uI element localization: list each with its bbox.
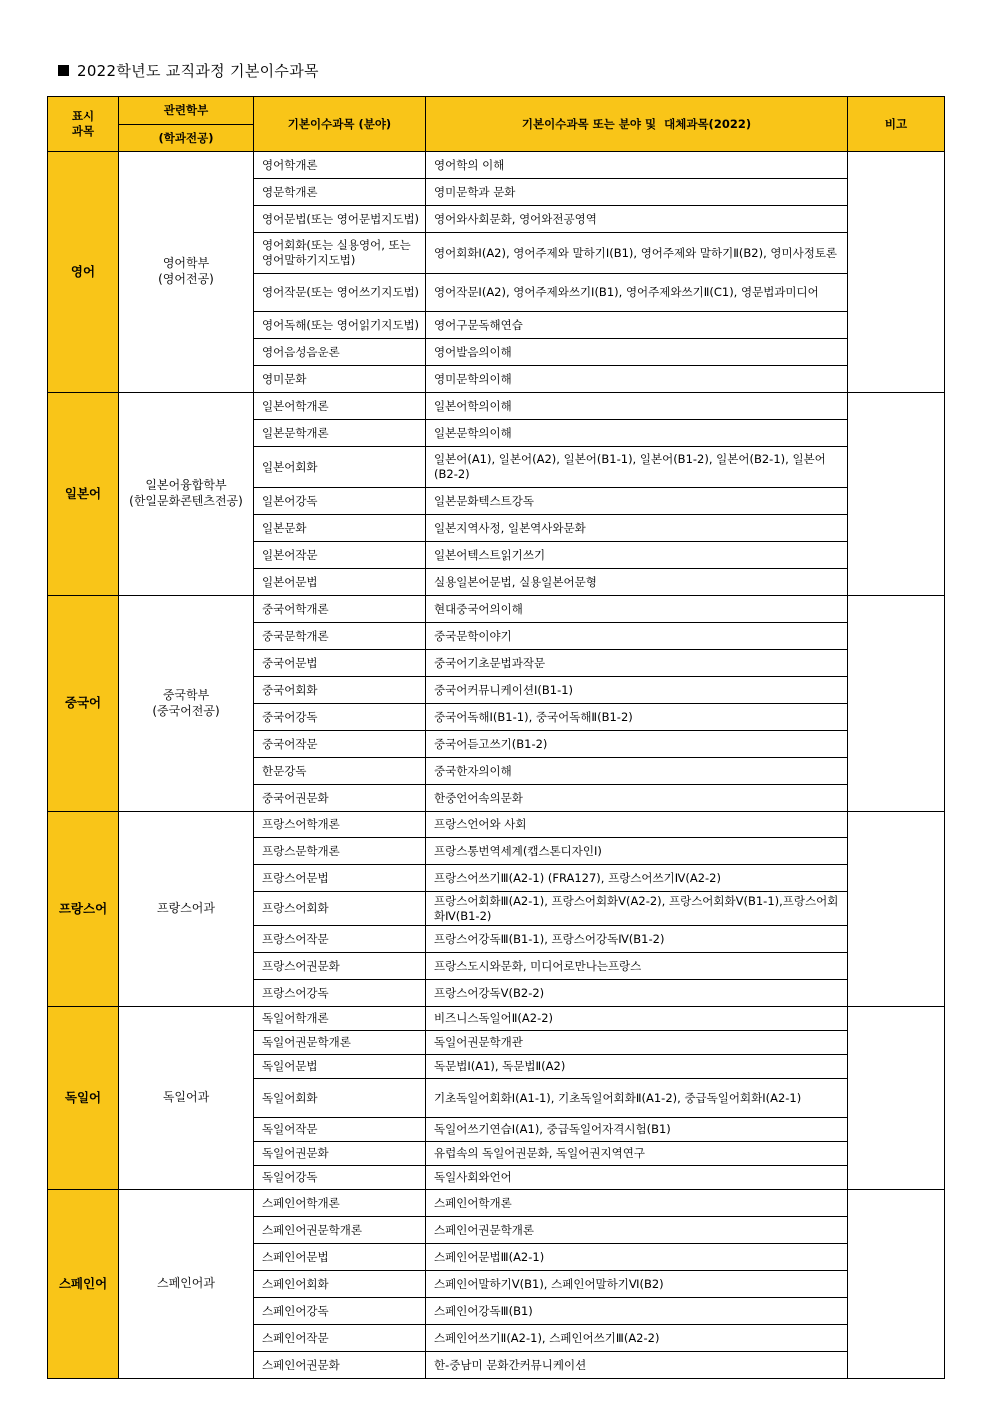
alternative-course-cell: 중국문학이야기: [426, 623, 848, 650]
alternative-course-cell: 일본지역사정, 일본역사와문화: [426, 515, 848, 542]
header-subject: 표시 과목: [48, 97, 119, 152]
basic-course-cell: 독일어작문: [254, 1118, 426, 1142]
basic-course-cell: 중국어학개론: [254, 596, 426, 623]
alternative-course-cell: 비즈니스독일어Ⅱ(A2-2): [426, 1007, 848, 1031]
alternative-course-cell: 프랑스통번역세계(캡스톤디자인Ⅰ): [426, 838, 848, 865]
basic-course-cell: 일본어회화: [254, 447, 426, 488]
table-body: [48, 152, 945, 1379]
page-title-text: 2022학년도 교직과정 기본이수과목: [77, 62, 319, 80]
basic-course-cell: 중국어작문: [254, 731, 426, 758]
alternative-course-cell: 중국어듣고쓰기(B1-2): [426, 731, 848, 758]
alternative-course-cell: 독문법Ⅰ(A1), 독문법Ⅱ(A2): [426, 1055, 848, 1079]
page-title: [58, 60, 319, 81]
basic-course-cell: 일본문화: [254, 515, 426, 542]
basic-course-cell: 스페인어문법: [254, 1244, 426, 1271]
basic-course-cell: 프랑스어작문: [254, 926, 426, 953]
subject-cell: 독일어: [48, 1007, 119, 1190]
note-cell: [848, 1190, 945, 1379]
basic-course-cell: 프랑스어학개론: [254, 812, 426, 838]
alternative-course-cell: 영어구문독해연습: [426, 312, 848, 339]
alternative-course-cell: 영미문학과 문화: [426, 179, 848, 206]
alternative-course-cell: 영어학의 이해: [426, 152, 848, 179]
alternative-course-cell: 스페인어말하기Ⅴ(B1), 스페인어말하기Ⅵ(B2): [426, 1271, 848, 1298]
basic-course-cell: 한문강독: [254, 758, 426, 785]
basic-course-cell: 영어독해(또는 영어읽기지도법): [254, 312, 426, 339]
alternative-course-cell: 독일어권문학개관: [426, 1031, 848, 1055]
table-row: [48, 152, 945, 179]
table-row: [48, 1007, 945, 1031]
header-dept-top: 관련학부: [119, 97, 254, 125]
alternative-course-cell: 프랑스어쓰기Ⅲ(A2-1) (FRA127), 프랑스어쓰기Ⅳ(A2-2): [426, 865, 848, 892]
subject-cell: 중국어: [48, 596, 119, 812]
alternative-course-cell: 기초독일어회화Ⅰ(A1-1), 기초독일어회화Ⅱ(A1-2), 중급독일어회화Ⅰ(A2-1): [426, 1079, 848, 1118]
basic-course-cell: 독일어회화: [254, 1079, 426, 1118]
basic-course-cell: 중국어권문화: [254, 785, 426, 812]
basic-course-cell: 스페인어강독: [254, 1298, 426, 1325]
alternative-course-cell: 스페인어권문학개론: [426, 1217, 848, 1244]
note-cell: [848, 812, 945, 1007]
subject-cell: 영어: [48, 152, 119, 393]
basic-course-cell: 영어문법(또는 영어문법지도법): [254, 206, 426, 233]
basic-course-cell: 프랑스어강독: [254, 980, 426, 1007]
basic-course-cell: 스페인어작문: [254, 1325, 426, 1352]
alternative-course-cell: 중국한자의이해: [426, 758, 848, 785]
table-row: [48, 393, 945, 420]
alternative-course-cell: 한-중남미 문화간커뮤니케이션: [426, 1352, 848, 1379]
alternative-course-cell: 실용일본어문법, 실용일본어문형: [426, 569, 848, 596]
subject-cell: 프랑스어: [48, 812, 119, 1007]
basic-course-cell: 중국어강독: [254, 704, 426, 731]
basic-course-cell: 스페인어학개론: [254, 1190, 426, 1217]
dept-cell: 중국학부 (중국어전공): [119, 596, 254, 812]
alternative-course-cell: 독일사회와언어: [426, 1166, 848, 1190]
alternative-course-cell: 영어회화Ⅰ(A2), 영어주제와 말하기Ⅰ(B1), 영어주제와 말하기Ⅱ(B2), 영미사정토론: [426, 233, 848, 274]
alternative-course-cell: 영어와사회문화, 영어와전공영역: [426, 206, 848, 233]
basic-course-cell: 스페인어권문학개론: [254, 1217, 426, 1244]
note-cell: [848, 596, 945, 812]
alternative-course-cell: 영어작문Ⅰ(A2), 영어주제와쓰기Ⅰ(B1), 영어주제와쓰기Ⅱ(C1), 영문법과미디어: [426, 274, 848, 312]
subject-cell: 스페인어: [48, 1190, 119, 1379]
basic-course-cell: 프랑스어권문화: [254, 953, 426, 980]
basic-course-cell: 일본어학개론: [254, 393, 426, 420]
alternative-course-cell: 프랑스어회화Ⅲ(A2-1), 프랑스어회화Ⅴ(A2-2), 프랑스어회화Ⅴ(B1-1),프랑스어회화Ⅳ(B1-2): [426, 892, 848, 926]
dept-cell: 독일어과: [119, 1007, 254, 1190]
alternative-course-cell: 독일어쓰기연습Ⅰ(A1), 중급독일어자격시험(B1): [426, 1118, 848, 1142]
basic-course-cell: 영미문화: [254, 366, 426, 393]
basic-course-cell: 중국어회화: [254, 677, 426, 704]
alternative-course-cell: 프랑스언어와 사회: [426, 812, 848, 838]
dept-cell: 영어학부 (영어전공): [119, 152, 254, 393]
basic-course-cell: 일본문학개론: [254, 420, 426, 447]
alternative-course-cell: 한중언어속의문화: [426, 785, 848, 812]
alternative-course-cell: 스페인어학개론: [426, 1190, 848, 1217]
basic-course-cell: 독일어권문학개론: [254, 1031, 426, 1055]
alternative-course-cell: 현대중국어의이해: [426, 596, 848, 623]
alternative-course-cell: 스페인어강독Ⅲ(B1): [426, 1298, 848, 1325]
basic-course-cell: 중국어문법: [254, 650, 426, 677]
basic-course-cell: 영어음성음운론: [254, 339, 426, 366]
dept-cell: 일본어융합학부 (한일문화콘텐츠전공): [119, 393, 254, 596]
table-row: [48, 596, 945, 623]
dept-cell: 프랑스어과: [119, 812, 254, 1007]
basic-course-cell: 독일어문법: [254, 1055, 426, 1079]
header-alt: 기본이수과목 또는 분야 및 대체과목(2022): [426, 97, 848, 152]
alternative-course-cell: 일본문화텍스트강독: [426, 488, 848, 515]
basic-course-cell: 스페인어회화: [254, 1271, 426, 1298]
basic-course-cell: 독일어권문화: [254, 1142, 426, 1166]
alternative-course-cell: 프랑스도시와문화, 미디어로만나는프랑스: [426, 953, 848, 980]
basic-course-cell: 프랑스어회화: [254, 892, 426, 926]
alternative-course-cell: 유럽속의 독일어권문화, 독일어권지역연구: [426, 1142, 848, 1166]
note-cell: [848, 393, 945, 596]
alternative-course-cell: 일본어텍스트읽기쓰기: [426, 542, 848, 569]
curriculum-table: [47, 96, 945, 1379]
basic-course-cell: 영어회화(또는 실용영어, 또는 영어말하기지도법): [254, 233, 426, 274]
basic-course-cell: 일본어문법: [254, 569, 426, 596]
alternative-course-cell: 중국어기초문법과작문: [426, 650, 848, 677]
square-bullet-icon: [58, 65, 69, 76]
alternative-course-cell: 프랑스어강독Ⅴ(B2-2): [426, 980, 848, 1007]
note-cell: [848, 1007, 945, 1190]
alternative-course-cell: 일본어(A1), 일본어(A2), 일본어(B1-1), 일본어(B1-2), 일본어(B2-1), 일본어(B2-2): [426, 447, 848, 488]
note-cell: [848, 152, 945, 393]
alternative-course-cell: 스페인어문법Ⅲ(A2-1): [426, 1244, 848, 1271]
table-row: [48, 812, 945, 838]
basic-course-cell: 프랑스어문법: [254, 865, 426, 892]
header-dept-bottom: (학과전공): [119, 125, 254, 152]
alternative-course-cell: 일본문학의이해: [426, 420, 848, 447]
basic-course-cell: 독일어학개론: [254, 1007, 426, 1031]
table-row: [48, 1190, 945, 1217]
basic-course-cell: 프랑스문학개론: [254, 838, 426, 865]
alternative-course-cell: 일본어학의이해: [426, 393, 848, 420]
alternative-course-cell: 스페인어쓰기Ⅱ(A2-1), 스페인어쓰기Ⅲ(A2-2): [426, 1325, 848, 1352]
dept-cell: 스페인어과: [119, 1190, 254, 1379]
subject-cell: 일본어: [48, 393, 119, 596]
alternative-course-cell: 영어발음의이해: [426, 339, 848, 366]
alternative-course-cell: 영미문학의이해: [426, 366, 848, 393]
basic-course-cell: 영어학개론: [254, 152, 426, 179]
basic-course-cell: 영문학개론: [254, 179, 426, 206]
basic-course-cell: 중국문학개론: [254, 623, 426, 650]
alternative-course-cell: 중국어커뮤니케이션Ⅰ(B1-1): [426, 677, 848, 704]
alternative-course-cell: 중국어독해Ⅰ(B1-1), 중국어독해Ⅱ(B1-2): [426, 704, 848, 731]
header-basic: 기본이수과목 (분야): [254, 97, 426, 152]
basic-course-cell: 독일어강독: [254, 1166, 426, 1190]
header-note: 비고: [848, 97, 945, 152]
basic-course-cell: 스페인어권문화: [254, 1352, 426, 1379]
basic-course-cell: 일본어강독: [254, 488, 426, 515]
basic-course-cell: 영어작문(또는 영어쓰기지도법): [254, 274, 426, 312]
alternative-course-cell: 프랑스어강독Ⅲ(B1-1), 프랑스어강독Ⅳ(B1-2): [426, 926, 848, 953]
basic-course-cell: 일본어작문: [254, 542, 426, 569]
